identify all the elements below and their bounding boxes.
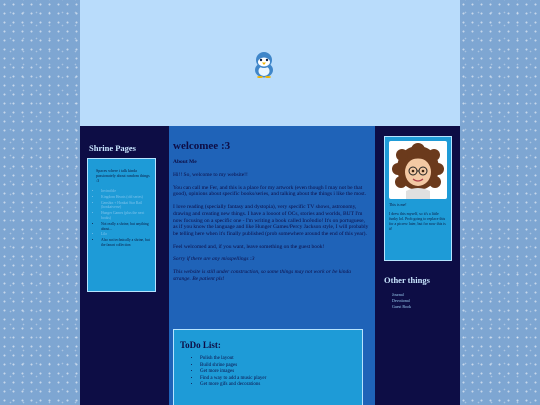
construction-note: This website is still under construction, so some things may not work or be kinda strange. Be patient pls!: [173, 269, 351, 282]
shrine-list: [92, 189, 151, 248]
self-portrait-icon: [389, 141, 447, 199]
page-container: [80, 0, 460, 405]
guestbook-paragraph: Feel welcomed and, if you want, leave something on the guest book!: [173, 243, 325, 250]
todo-item: • Build shrine pages: [200, 363, 356, 370]
other-things-heading: Other things: [384, 275, 430, 285]
intro-paragraph: Hi!! So, welcome to my website!!: [173, 172, 248, 178]
shrine-intro: Spaces where i talk kinda passionately about random things :3: [96, 168, 150, 183]
profile-caption: This is me!: [389, 203, 407, 207]
profile-box: [384, 136, 452, 261]
shrine-link[interactable]: • Invincible: [101, 189, 151, 194]
other-link[interactable]: Journal: [392, 292, 404, 297]
other-link[interactable]: Guest Book: [392, 304, 411, 309]
profile-description: I drew this myself, so it's a little funky lol. Prob going to replace this for a picrew later, but for now this is it!: [389, 212, 446, 231]
avatar: [389, 141, 447, 199]
right-sidebar: [375, 126, 460, 405]
spelling-note: Sorry if there are any misspellings :3: [173, 256, 255, 263]
shrine-link[interactable]: • Also not technically a shrine, but the fanart collection: [101, 238, 151, 248]
todo-item: • Get more images: [200, 369, 356, 376]
shrine-link[interactable]: • Genshin + Honkai Star Rail (honkaiverse): [101, 201, 151, 211]
other-link[interactable]: Devotional: [392, 298, 410, 303]
main-content: [169, 126, 375, 405]
todo-title: ToDo List:: [180, 340, 221, 350]
todo-list: [180, 356, 356, 389]
shrine-pages-box: [87, 158, 156, 292]
about-paragraph: You can call me Fer, and this is a place for my artwork (even though I may not be that good), opinions about specific books/series, and talking about the things i like the most.: [173, 184, 367, 198]
todo-item: • Get more gifs and decorations: [200, 382, 356, 389]
shrine-link[interactable]: • Hunger Games (plus the next books): [101, 211, 151, 221]
shrine-link[interactable]: • Lilo: [101, 232, 151, 237]
header-banner: [80, 0, 460, 126]
piplup-mascot-icon: [252, 50, 276, 78]
about-me-heading: About Me: [173, 159, 197, 165]
other-things-list: [392, 292, 411, 310]
todo-box: [173, 329, 363, 405]
page-title: welcomee :3: [173, 140, 231, 152]
shrine-pages-heading: Shrine Pages: [89, 143, 136, 153]
shrine-link[interactable]: • Kingdom Hearts (old series): [101, 195, 151, 200]
todo-item: • Polish the layout: [200, 356, 356, 363]
left-sidebar: [80, 126, 169, 405]
interests-paragraph: I love reading (specially fantasy and dystopia), very specific TV shows, astronomy, drawing and creating new things. I have a loooot of OCs, stories and worlds, BUT I'm now focusing on a specific one - I'm writing a book called Incêndio! It's on portuguese, as if you know the language and like Hunger Games/Percy Jackson style, I will probably be telling here when it's finally published (prob somewhere around the end of this year).: [173, 204, 369, 237]
shrine-link[interactable]: • Not really a shrine, but anything about...: [101, 222, 151, 232]
todo-item: • Find a way to add a music player: [200, 376, 356, 383]
